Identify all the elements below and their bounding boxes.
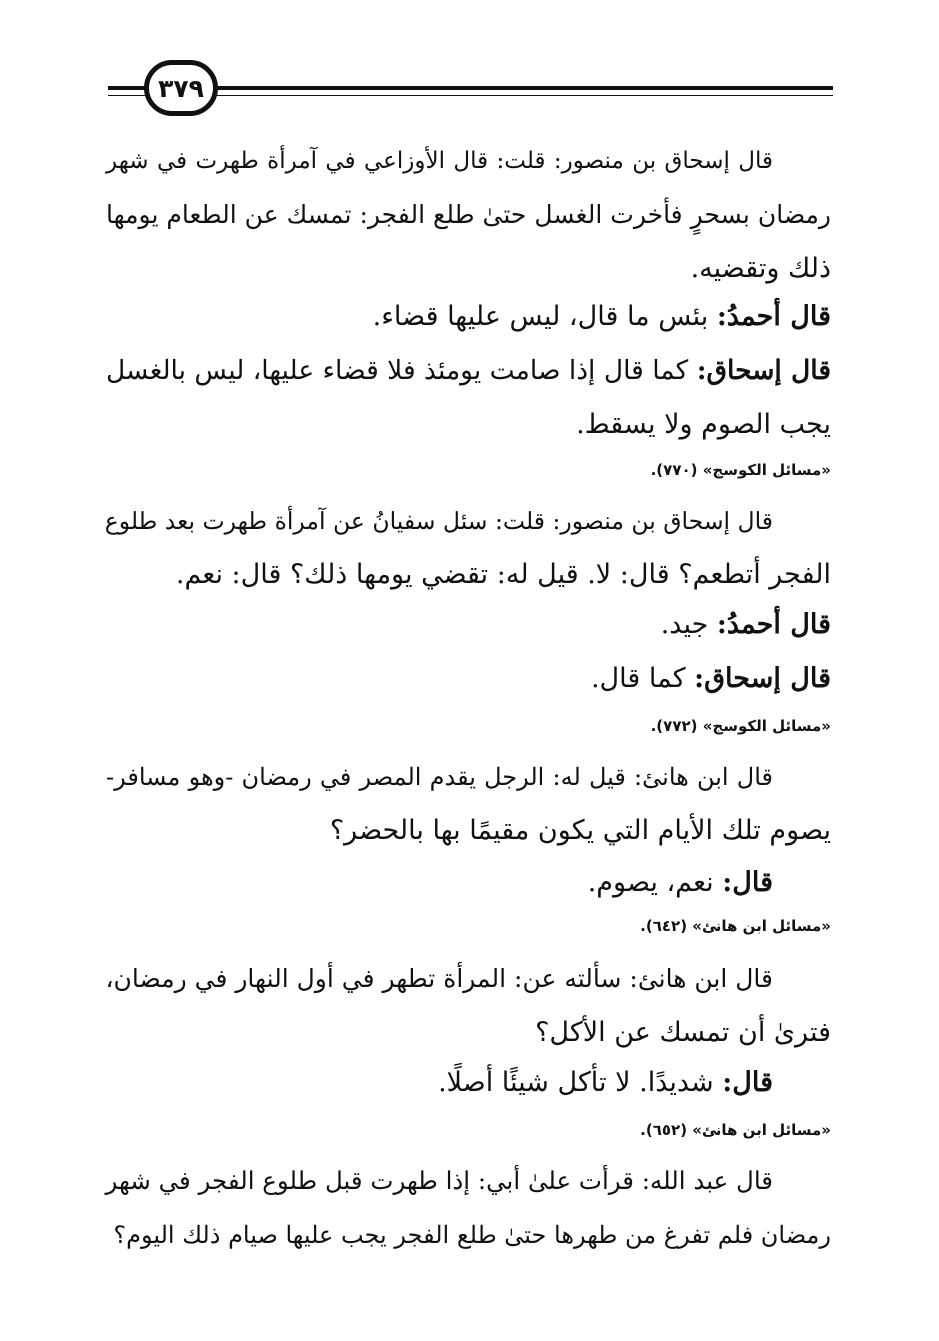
speaker-label: قال أحمدُ: [716,609,831,640]
source-citation: «مسائل الكوسج» (٧٧٢). [650,717,831,735]
text-line: قال ابن هانئ: قيل له: الرجل يقدم المصر في رمضان -وهو مسافر- [106,763,773,791]
text-line: نعم، يصوم. [587,867,714,898]
paragraph [106,1056,831,1110]
header-rule-right-thin [174,95,833,96]
paragraph [106,952,831,1060]
paragraph [106,856,831,910]
text-line: قال إسحاق بن منصور: قلت: سئل سفيانُ عن آمرأة طهرت بعد طلوع [104,507,773,535]
text-line: فترىٰ أن تمسك عن الأكل؟ [535,1017,831,1048]
paragraph [106,290,831,344]
paragraph [106,134,831,296]
text-line: ذلك وتقضيه. [690,253,831,284]
paragraph [106,652,831,706]
header-rule-right [174,86,833,90]
text-line: كما قال. [590,663,686,694]
text-line: شديدًا. لا تأكل شيئًا أصلًا. [438,1067,714,1098]
paragraph [106,494,831,602]
speaker-label: قال أحمدُ: [716,301,831,332]
text-line: رمضان فلم تفرغ من طهرها حتىٰ طلع الفجر يجب عليها صيام ذلك اليوم؟ [113,1221,831,1249]
speaker-label: قال إسحاق: [694,663,831,694]
paragraph [106,598,831,652]
text-line: قال ابن هانئ: سألته عن: المرأة تطهر في أول النهار في رمضان، [105,964,773,993]
text-line: قال عبد الله: قرأت علىٰ أبي: إذا طهرت قبل طلوع الفجر في شهر [105,1166,773,1195]
text-line: كما قال إذا صامت يومئذ فلا قضاء عليها، ليس بالغسل [105,355,689,386]
text-line: الفجر أتطعم؟ قال: لا. قيل له: تقضي يومها ذلك؟ قال: نعم. [175,559,831,590]
text-line: يصوم تلك الأيام التي يكون مقيمًا بها بالحضر؟ [329,815,831,846]
text-line: يجب الصوم ولا يسقط. [576,409,831,440]
paragraph [106,344,831,452]
speaker-label: قال: [722,867,773,898]
text-line: جيد. [660,609,709,640]
speaker-label: قال إسحاق: [696,355,831,386]
page-number: ٣٧٩ [144,60,218,116]
text-line: بئس ما قال، ليس عليها قضاء. [372,301,709,332]
text-line: رمضان بسحرٍ فأخرت الغسل حتىٰ طلع الفجر: تمسك عن الطعام يومها [106,200,831,229]
paragraph [106,1154,831,1262]
source-citation: «مسائل ابن هانئ» (٦٥٢). [640,1121,831,1139]
page-header [108,58,833,118]
source-citation: «مسائل ابن هانئ» (٦٤٢). [640,917,831,935]
text-line: قال إسحاق بن منصور: قلت: قال الأوزاعي في آمرأة طهرت في شهر [106,148,773,174]
source-citation: «مسائل الكوسج» (٧٧٠). [650,461,831,479]
speaker-label: قال: [722,1067,773,1098]
paragraph [106,750,831,858]
